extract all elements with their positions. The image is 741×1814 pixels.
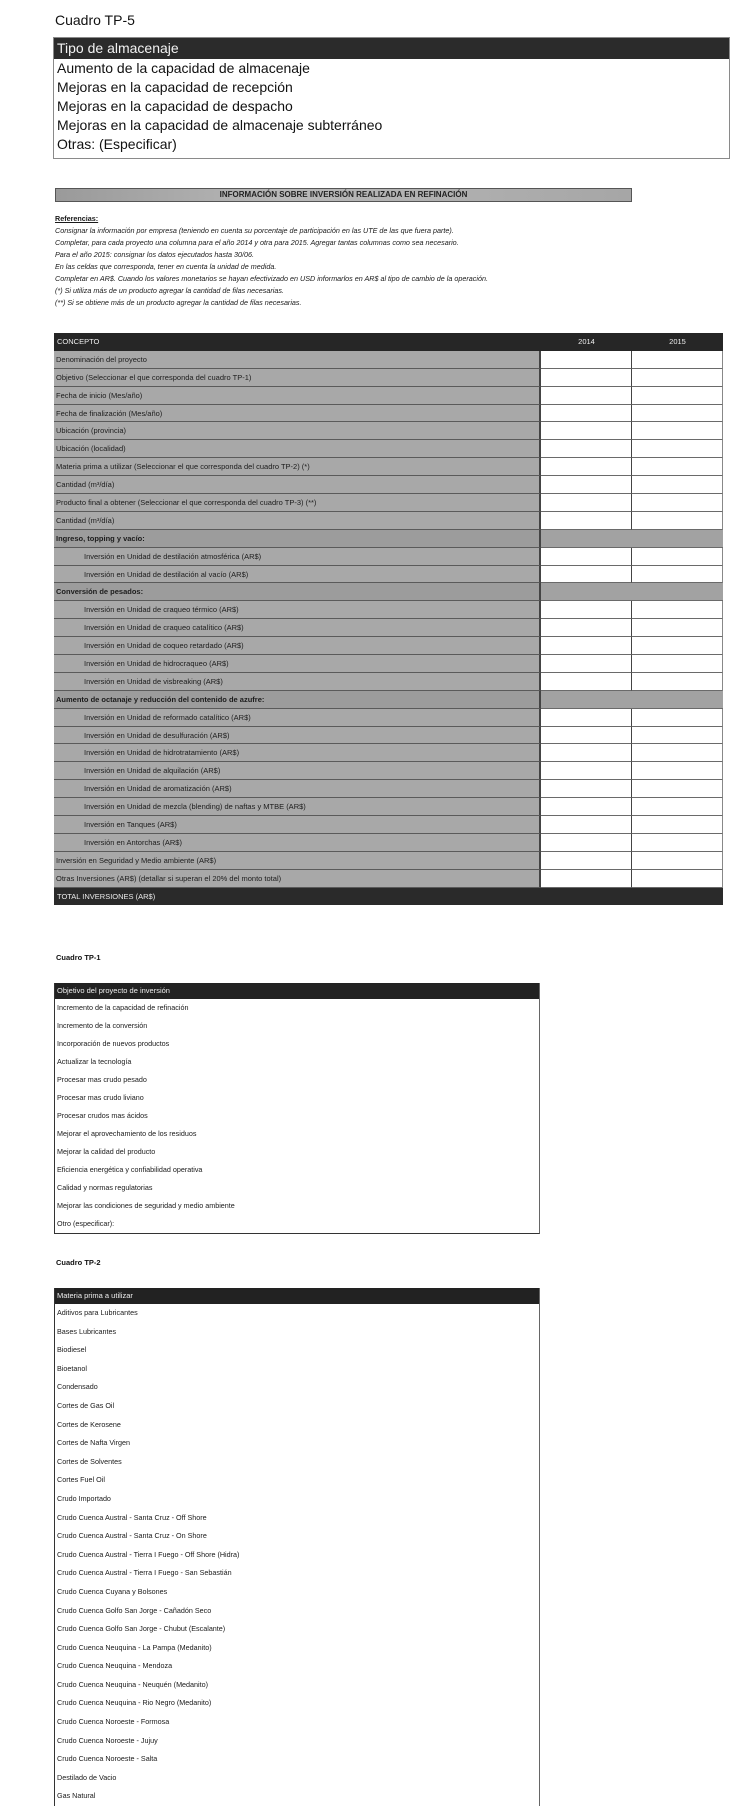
concept-label: Denominación del proyecto [54, 351, 541, 369]
cell-2014[interactable] [541, 762, 632, 780]
cell-2015[interactable] [632, 494, 723, 512]
cell-2014[interactable] [541, 744, 632, 762]
concept-label: Inversión en Unidad de mezcla (blending) de naftas y MTBE (AR$) [54, 798, 541, 816]
tp5-title: Cuadro TP-5 [55, 12, 135, 28]
cell-2015[interactable] [632, 387, 723, 405]
tp2-list-item: Crudo Cuenca Noroeste - Salta [57, 1754, 158, 1764]
cell-2014[interactable] [541, 852, 632, 870]
tp2-title: Cuadro TP-2 [56, 1258, 101, 1267]
tp1-title: Cuadro TP-1 [56, 953, 101, 962]
cell-2014[interactable] [541, 512, 632, 530]
cell-2015[interactable] [632, 637, 723, 655]
tp2-list-item: Crudo Cuenca Golfo San Jorge - Chubut (Escalante) [57, 1624, 226, 1634]
table-row [54, 387, 723, 405]
table-row [54, 727, 723, 745]
tp5-rows [54, 59, 729, 154]
cell-2015[interactable] [632, 440, 723, 458]
concept-label: Ubicación (provincia) [54, 422, 541, 440]
cell-2015[interactable] [632, 351, 723, 369]
tp1-list-item: Procesar mas crudo pesado [57, 1075, 147, 1084]
cell-2015[interactable] [632, 727, 723, 745]
cell-2015[interactable] [632, 458, 723, 476]
table-row [54, 422, 723, 440]
concept-label: Inversión en Unidad de aromatización (AR$) [54, 780, 541, 798]
tp2-list-item: Crudo Cuenca Cuyana y Bolsones [57, 1586, 168, 1596]
concept-label: Inversión en Unidad de coqueo retardado (AR$) [54, 637, 541, 655]
tp2-list-item: Bioetanol [57, 1363, 87, 1373]
tp2-list-item: Crudo Importado [57, 1493, 111, 1503]
tp5-table [53, 37, 730, 159]
cell-2015[interactable] [632, 655, 723, 673]
tp2-header: Materia prima a utilizar [55, 1288, 539, 1304]
cell-2015[interactable] [632, 834, 723, 852]
total-row [54, 888, 723, 905]
concept-label: Inversión en Unidad de reformado catalítico (AR$) [54, 709, 541, 727]
table-row [54, 566, 723, 584]
cell-2014[interactable] [541, 351, 632, 369]
concept-label: Fecha de finalización (Mes/año) [54, 405, 541, 423]
references [55, 213, 725, 309]
table-body [54, 351, 723, 888]
reference-line: Consignar la información por empresa (teniendo en cuenta su porcentaje de participación en las UTE de las que fuera parte). [55, 226, 454, 235]
concept-label: Cantidad (m³/día) [54, 512, 541, 530]
table-row [54, 637, 723, 655]
table-row [54, 458, 723, 476]
tp1-list-item: Mejorar la calidad del producto [57, 1147, 156, 1156]
cell-2014[interactable] [541, 655, 632, 673]
cell-2014 [541, 583, 632, 601]
cell-2015[interactable] [632, 422, 723, 440]
cell-2015[interactable] [632, 870, 723, 888]
table-header-row [54, 333, 723, 351]
cell-2014[interactable] [541, 405, 632, 423]
concept-label: Inversión en Tanques (AR$) [54, 816, 541, 834]
table-row [54, 369, 723, 387]
table-row [54, 673, 723, 691]
cell-2015[interactable] [632, 852, 723, 870]
tp2-list-item: Aditivos para Lubricantes [57, 1308, 138, 1317]
concept-label: Fecha de inicio (Mes/año) [54, 387, 541, 405]
cell-2014[interactable] [541, 834, 632, 852]
concept-label: Objetivo (Seleccionar el que corresponda del cuadro TP-1) [54, 369, 541, 387]
cell-2015[interactable] [632, 566, 723, 584]
table-row [54, 798, 723, 816]
cell-2015[interactable] [632, 780, 723, 798]
tp5-header: Tipo de almacenaje [54, 38, 729, 59]
cell-2015 [632, 530, 723, 548]
tp1-list-item: Otro (especificar): [57, 1219, 115, 1228]
cell-2015[interactable] [632, 548, 723, 566]
cell-2015[interactable] [632, 369, 723, 387]
tp2-list-item: Cortes de Gas Oil [57, 1400, 115, 1410]
references-lines [55, 225, 725, 309]
tp5-list-item: Otras: (Especificar) [57, 136, 177, 152]
tp2-list-item: Destilado de Vacio [57, 1772, 117, 1782]
cell-2014[interactable] [541, 387, 632, 405]
tp2-list-item: Biodiesel [57, 1345, 87, 1355]
concept-label: Ingreso, topping y vacío: [54, 530, 541, 548]
concept-label: Inversión en Unidad de destilación al vacío (AR$) [54, 566, 541, 584]
tp2-list-item: Bases Lubricantes [57, 1326, 117, 1336]
tp2-list-item: Cortes de Nafta Virgen [57, 1438, 130, 1448]
cell-2015[interactable] [632, 476, 723, 494]
tp1-list-item: Procesar crudos mas ácidos [57, 1111, 148, 1120]
tp1-list-item: Incremento de la capacidad de refinación [57, 1003, 189, 1012]
cell-2015[interactable] [632, 405, 723, 423]
cell-2015[interactable] [632, 601, 723, 619]
table-row [54, 476, 723, 494]
references-title: Referencias: [55, 214, 99, 223]
concept-label: Otras Inversiones (AR$) (detallar si superan el 20% del monto total) [54, 870, 541, 888]
concept-label: Inversión en Unidad de craqueo térmico (AR$) [54, 601, 541, 619]
concept-label: Conversión de pesados: [54, 583, 541, 601]
tp2-list-item: Crudo Cuenca Austral - Santa Cruz - Off Shore [57, 1512, 207, 1522]
table-row [54, 834, 723, 852]
concept-label: Materia prima a utilizar (Seleccionar el que corresponda del cuadro TP-2) (*) [54, 458, 541, 476]
tp1-list-item: Eficiencia energética y confiabilidad operativa [57, 1165, 203, 1174]
cell-2015[interactable] [632, 798, 723, 816]
cell-2014[interactable] [541, 440, 632, 458]
concept-label: Inversión en Unidad de craqueo catalítico (AR$) [54, 619, 541, 637]
section-row [54, 691, 723, 709]
table-row [54, 351, 723, 369]
table-row [54, 494, 723, 512]
table-row [54, 655, 723, 673]
tp2-list-item: Crudo Cuenca Noroeste - Formosa [57, 1717, 170, 1727]
table-row [54, 709, 723, 727]
cell-2014[interactable] [541, 476, 632, 494]
tp1-rows [55, 999, 539, 1233]
cell-2014[interactable] [541, 494, 632, 512]
tp1-header: Objetivo del proyecto de inversión [55, 983, 539, 999]
section-banner: INFORMACIÓN SOBRE INVERSIÓN REALIZADA EN REFINACIÓN [55, 188, 632, 202]
tp2-list-item: Gas Natural [57, 1791, 96, 1801]
tp1-list-item: Incremento de la conversión [57, 1021, 148, 1030]
reference-line: En las celdas que corresponda, tener en cuenta la unidad de medida. [55, 262, 277, 271]
cell-2014[interactable] [541, 619, 632, 637]
table-row [54, 744, 723, 762]
cell-2015[interactable] [632, 619, 723, 637]
concept-label: Aumento de octanaje y reducción del contenido de azufre: [54, 691, 541, 709]
tp2-table [54, 1288, 540, 1806]
reference-line: (*) Si utiliza más de un producto agregar la cantidad de filas necesarias. [55, 286, 284, 295]
concept-label: Inversión en Unidad de hidrotratamiento (AR$) [54, 744, 541, 762]
table-row [54, 548, 723, 566]
cell-2014[interactable] [541, 458, 632, 476]
cell-2014[interactable] [541, 566, 632, 584]
cell-2015[interactable] [632, 816, 723, 834]
tp2-list-item: Cortes de Kerosene [57, 1419, 121, 1429]
cell-2014 [541, 530, 632, 548]
reference-line: Completar en AR$. Cuando los valores monetarios se hayan efectivizado en USD informarlos en AR$ al tipo de cambio de la operación. [55, 274, 488, 283]
tp1-list-item: Mejorar el aprovechamiento de los residuos [57, 1129, 197, 1138]
cell-2015[interactable] [632, 762, 723, 780]
cell-2014[interactable] [541, 637, 632, 655]
section-row [54, 530, 723, 548]
concept-label: Producto final a obtener (Seleccionar el que corresponda del cuadro TP-3) (**) [54, 494, 541, 512]
table-row [54, 440, 723, 458]
tp2-list-item: Crudo Cuenca Golfo San Jorge - Cañadón Seco [57, 1605, 212, 1615]
tp5-list-item: Aumento de la capacidad de almacenaje [57, 60, 310, 76]
cell-2014[interactable] [541, 798, 632, 816]
header-2014: 2014 [541, 333, 632, 351]
tp1-list-item: Incorporación de nuevos productos [57, 1039, 170, 1048]
tp1-list-item: Mejorar las condiciones de seguridad y medio ambiente [57, 1201, 235, 1210]
concept-label: Inversión en Unidad de desulfuración (AR$) [54, 727, 541, 745]
tp1-list-item: Calidad y normas regulatorias [57, 1183, 153, 1192]
cell-2014[interactable] [541, 816, 632, 834]
cell-2015[interactable] [632, 709, 723, 727]
cell-2014[interactable] [541, 870, 632, 888]
investment-table [54, 333, 723, 905]
cell-2014[interactable] [541, 601, 632, 619]
cell-2014 [541, 691, 632, 709]
table-row [54, 762, 723, 780]
tp2-list-item: Crudo Cuenca Neuquina - Rio Negro (Medanito) [57, 1698, 212, 1708]
tp1-list-item: Procesar mas crudo liviano [57, 1093, 144, 1102]
tp2-list-item: Cortes de Solventes [57, 1456, 122, 1466]
tp1-table [54, 983, 540, 1234]
concept-label: Inversión en Unidad de alquilación (AR$) [54, 762, 541, 780]
section-row [54, 583, 723, 601]
table-row [54, 512, 723, 530]
table-row [54, 619, 723, 637]
tp2-list-item: Crudo Cuenca Austral - Santa Cruz - On Shore [57, 1531, 207, 1541]
reference-line: (**) Si se obtiene más de un producto agregar la cantidad de filas necesarias. [55, 298, 302, 307]
tp2-list-item: Cortes Fuel Oil [57, 1475, 105, 1485]
cell-2014[interactable] [541, 369, 632, 387]
tp5-list-item: Mejoras en la capacidad de almacenaje subterráneo [57, 117, 383, 133]
cell-2015 [632, 691, 723, 709]
concept-label: Inversión en Unidad de visbreaking (AR$) [54, 673, 541, 691]
tp2-list-item: Condensado [57, 1382, 98, 1392]
concept-label: Inversión en Unidad de destilación atmosférica (AR$) [54, 548, 541, 566]
cell-2015[interactable] [632, 673, 723, 691]
table-row [54, 852, 723, 870]
cell-2014[interactable] [541, 709, 632, 727]
table-row [54, 870, 723, 888]
concept-label: Ubicación (localidad) [54, 440, 541, 458]
cell-2014[interactable] [541, 422, 632, 440]
concept-label: Inversión en Seguridad y Medio ambiente (AR$) [54, 852, 541, 870]
table-row [54, 405, 723, 423]
tp2-list-item: Crudo Cuenca Austral - Tierra I Fuego - Off Shore (Hidra) [57, 1549, 240, 1559]
concept-label: Inversión en Unidad de hidrocraqueo (AR$) [54, 655, 541, 673]
header-concepto: CONCEPTO [54, 333, 541, 351]
tp2-list-item: Crudo Cuenca Austral - Tierra I Fuego - San Sebastián [57, 1568, 232, 1578]
tp2-list-item: Crudo Cuenca Neuquina - Mendoza [57, 1661, 173, 1671]
cell-2014[interactable] [541, 727, 632, 745]
cell-2015[interactable] [632, 744, 723, 762]
table-row [54, 780, 723, 798]
cell-2014[interactable] [541, 548, 632, 566]
tp5-list-item: Mejoras en la capacidad de despacho [57, 98, 293, 114]
table-row [54, 601, 723, 619]
cell-2014[interactable] [541, 673, 632, 691]
table-row [54, 816, 723, 834]
tp2-list-item: Crudo Cuenca Neuquina - La Pampa (Medanito) [57, 1642, 212, 1652]
cell-2015 [632, 583, 723, 601]
reference-line: Completar, para cada proyecto una columna para el año 2014 y otra para 2015. Agregar tantas columnas como sea necesario. [55, 238, 459, 247]
concept-label: Inversión en Antorchas (AR$) [54, 834, 541, 852]
concept-label: Cantidad (m³/día) [54, 476, 541, 494]
tp2-rows [55, 1304, 539, 1806]
header-2015: 2015 [632, 333, 723, 351]
cell-2015[interactable] [632, 512, 723, 530]
total-label: TOTAL INVERSIONES (AR$) [54, 888, 723, 905]
reference-line: Para el año 2015: consignar los datos ejecutados hasta 30/06. [55, 250, 254, 259]
tp2-list-item: Crudo Cuenca Noroeste - Jujuy [57, 1735, 158, 1745]
tp2-list-item: Crudo Cuenca Neuquina - Neuquén (Medanito) [57, 1679, 209, 1689]
cell-2014[interactable] [541, 780, 632, 798]
tp1-list-item: Actualizar la tecnología [57, 1057, 132, 1066]
tp5-list-item: Mejoras en la capacidad de recepción [57, 79, 293, 95]
